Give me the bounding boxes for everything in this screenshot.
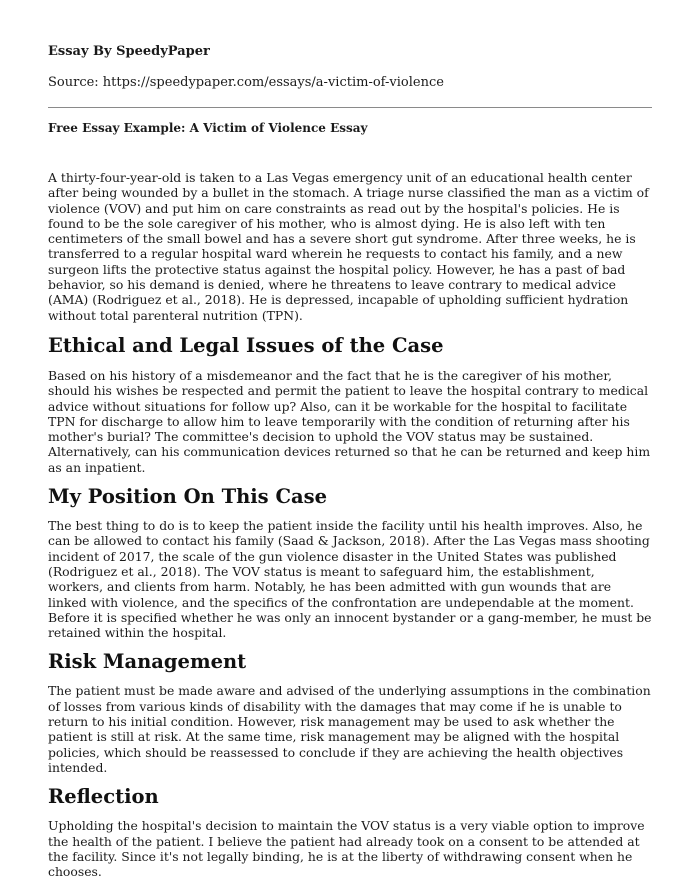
intro-paragraph: A thirty-four-year-old is taken to a Las Vegas emergency unit of an educational health center after being wounded by a bullet in the stomach. A triage nurse classified the man as a victim of violence (VOV) and put him on care constraints as read out by the hospital's policies. He is found to be the sole caregiver of his mother, who is almost dying. He is also left with ten centimeters of the small bowel and has a severe short gut syndrome. After three weeks, he is transferred to a regular hospital ward wherein he requests to contact his family, and a new surgeon lifts the protective status against the hospital policy. However, he has a past of bad behavior, so his demand is denied, where he threatens to leave contrary to medical advice (AMA) (Rodriguez et al., 2018). He is depressed, incapable of upholding sufficient hydration without total parenteral nutrition (TPN). [48,170,649,323]
section-body-my-position: The best thing to do is to keep the patient inside the facility until his health improves. Also, he can be allowed to contact his family (Saad & Jackson, 2018). After the Las Vegas mass shooting incident of 2017, the scale of the gun violence disaster in the United States was published (Rodriguez et al., 2018). The VOV status is meant to safeguard him, the establishment, workers, and clients from harm. Notably, he has been admitted with gun wounds that are linked with violence, and the specifics of the confrontation are undependable at the moment. Before it is specified whether he was only an innocent bystander or a gang-member, he must be retained within the hospital. [48,518,652,641]
divider [48,107,652,108]
brand-title: Essay By SpeedyPaper [48,44,210,59]
section-heading-risk-management: Risk Management [48,650,247,674]
section-heading-my-position: My Position On This Case [48,485,327,509]
section-body-reflection: Upholding the hospital's decision to maintain the VOV status is a very viable option to improve the health of the patient. I believe the patient had already took on a consent to be attended at the facility. Since it's not legally binding, he is at the liberty of withdrawing consent when he chooses. [48,818,645,879]
essay-title: Free Essay Example: A Victim of Violence Essay [48,121,368,135]
section-body-risk-management: The patient must be made aware and advised of the underlying assumptions in the combination of losses from various kinds of disability with the damages that may come if he is unable to return to his initial condition. However, risk management may be used to ask whether the patient is still at risk. At the same time, risk management may be aligned with the hospital policies, which should be reassessed to conclude if they are achieving the health objectives intended. [48,683,651,775]
source-line: Source: https://speedypaper.com/essays/a-victim-of-violence [48,75,444,90]
section-heading-reflection: Reflection [48,785,159,809]
essay-content [48,170,652,879]
section-heading-ethical-legal: Ethical and Legal Issues of the Case [48,333,444,357]
section-body-ethical-legal: Based on his history of a misdemeanor and the fact that he is the caregiver of his mother, should his wishes be respected and permit the patient to leave the hospital contrary to medical advice without situations for follow up? Also, can it be workable for the hospital to facilitate TPN for discharge to allow him to leave temporarily with the condition of returning after his mother's burial? The committee's decision to uphold the VOV status may be sustained. Alternatively, can his communication devices returned so that he can be returned and keep him as an inpatient. [48,367,651,475]
